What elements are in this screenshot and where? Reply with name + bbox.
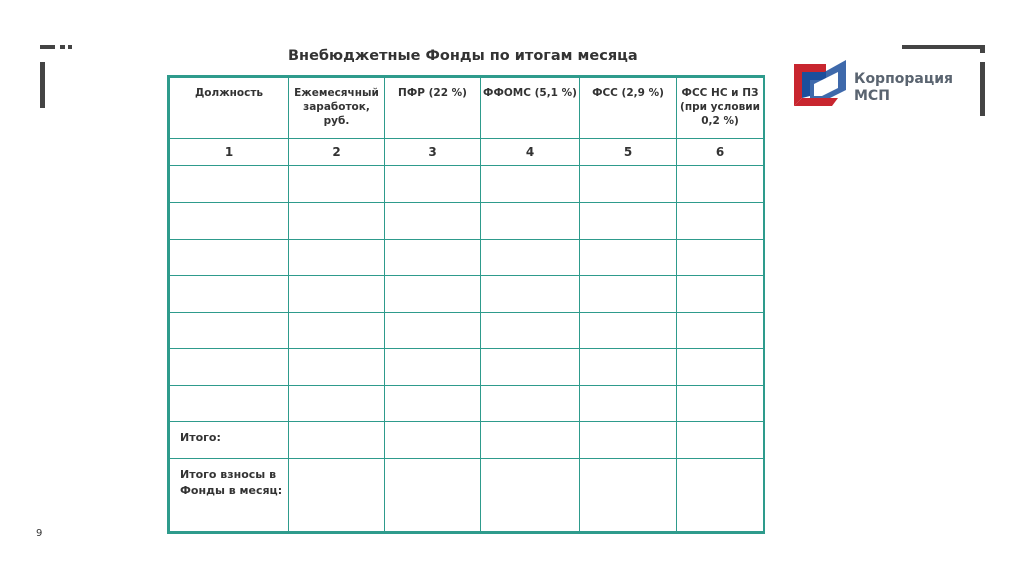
table-cell [481, 349, 580, 386]
table-cell [677, 276, 764, 313]
column-header: Ежемесячный заработок, руб. [289, 78, 385, 139]
table-cell [481, 203, 580, 240]
column-number: 1 [170, 139, 289, 166]
table-cell [677, 166, 764, 203]
corner-bracket-dash [60, 45, 65, 49]
total-row [170, 422, 764, 459]
table-cell [385, 459, 481, 532]
table-cell [289, 313, 385, 349]
table-cell [677, 203, 764, 240]
table-cell [677, 386, 764, 422]
column-header: ФСС (2,9 %) [580, 78, 677, 139]
table-cell [170, 240, 289, 276]
table-cell [385, 166, 481, 203]
table-row [170, 349, 764, 386]
corporation-logo-text [854, 71, 953, 105]
table-cell [580, 276, 677, 313]
table-cell [481, 459, 580, 532]
table-cell [289, 422, 385, 459]
table-cell [289, 203, 385, 240]
total-contributions-label: Итого взносы в Фонды в месяц: [170, 459, 289, 532]
total-label: Итого: [170, 422, 289, 459]
table-cell [289, 166, 385, 203]
table-cell [170, 313, 289, 349]
table-cell [677, 349, 764, 386]
slide-title: Внебюджетные Фонды по итогам месяца [288, 48, 638, 64]
column-number: 2 [289, 139, 385, 166]
table-row [170, 166, 764, 203]
corner-bracket-top-left [40, 45, 55, 49]
table-cell [481, 276, 580, 313]
column-number: 6 [677, 139, 764, 166]
table-cell [385, 203, 481, 240]
table-row [170, 203, 764, 240]
column-number: 4 [481, 139, 580, 166]
table-cell [289, 386, 385, 422]
funds-table [169, 77, 764, 532]
table-cell [580, 240, 677, 276]
table-cell [170, 166, 289, 203]
corner-bracket-right-tick [980, 45, 985, 53]
table-cell [580, 166, 677, 203]
table-cell [677, 459, 764, 532]
total-contributions-row [170, 459, 764, 532]
table-cell [385, 349, 481, 386]
table-cell [481, 240, 580, 276]
table-cell [481, 313, 580, 349]
corporation-logo-icon [792, 56, 850, 108]
column-number: 5 [580, 139, 677, 166]
corporation-logo [792, 56, 992, 116]
table-row [170, 240, 764, 276]
table-row [170, 313, 764, 349]
table-cell [385, 276, 481, 313]
table-cell [170, 276, 289, 313]
table-cell [580, 349, 677, 386]
table-cell [170, 203, 289, 240]
table-cell [580, 422, 677, 459]
table-cell [289, 349, 385, 386]
column-header: Должность [170, 78, 289, 139]
table-row [170, 276, 764, 313]
corner-bracket-dash [68, 45, 72, 49]
corner-bracket-top-right [902, 45, 980, 49]
table-cell [677, 422, 764, 459]
table-cell [580, 386, 677, 422]
table-cell [677, 313, 764, 349]
column-header: ФФОМС (5,1 %) [481, 78, 580, 139]
table-cell [580, 459, 677, 532]
table-cell [385, 313, 481, 349]
logo-line-2: МСП [854, 88, 890, 104]
logo-line-1: Корпорация [854, 71, 954, 87]
table-cell [677, 240, 764, 276]
table-cell [170, 386, 289, 422]
table-cell [481, 386, 580, 422]
table-cell [385, 386, 481, 422]
table-cell [289, 459, 385, 532]
column-number-row [170, 139, 764, 166]
column-header: ПФР (22 %) [385, 78, 481, 139]
table-cell [481, 422, 580, 459]
table-cell [580, 203, 677, 240]
table-cell [481, 166, 580, 203]
table-cell [289, 276, 385, 313]
table-cell [580, 313, 677, 349]
table-row [170, 386, 764, 422]
table-cell [385, 240, 481, 276]
funds-table-wrapper [167, 75, 765, 534]
header-row [170, 78, 764, 139]
table-cell [170, 349, 289, 386]
column-number: 3 [385, 139, 481, 166]
corner-bracket-left-vertical [40, 62, 45, 108]
table-cell [385, 422, 481, 459]
column-header: ФСС НС и ПЗ (при условии 0,2 %) [677, 78, 764, 139]
table-cell [289, 240, 385, 276]
page-number: 9 [36, 528, 43, 539]
